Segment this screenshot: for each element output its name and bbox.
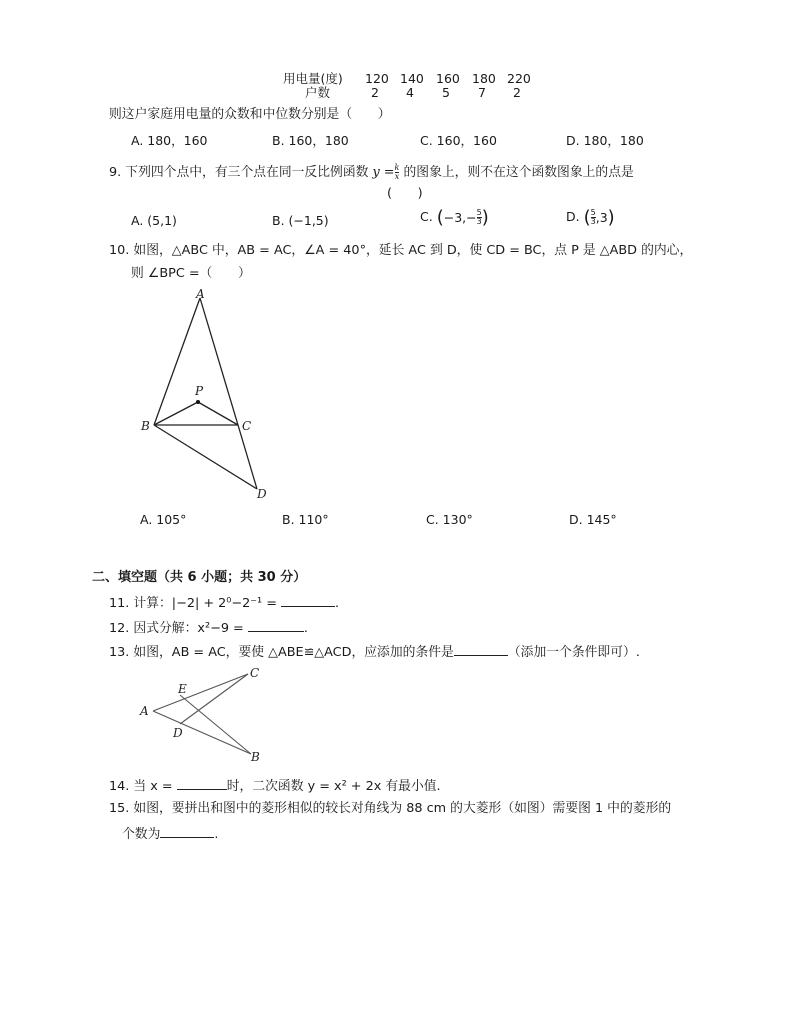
table-cell: 5 xyxy=(442,85,450,100)
q15-text: 个数为 xyxy=(122,827,161,842)
table-cell: 2 xyxy=(513,85,521,100)
answer-blank[interactable] xyxy=(281,596,335,607)
section-title: 二、填空题（共 6 小题；共 30 分） xyxy=(92,570,307,585)
label-B: B xyxy=(141,419,150,433)
q13-text-end: （添加一个条件即可）. xyxy=(507,645,640,660)
label-A: A xyxy=(196,287,205,301)
table-cell: 180 xyxy=(472,71,496,86)
q15-period: . xyxy=(214,827,219,842)
q11-text: 11. 计算：|−2| + 2⁰−2⁻¹ = xyxy=(109,596,277,611)
q8-option-a: A. 180，160 xyxy=(131,133,208,148)
fraction-numerator: 5 xyxy=(476,208,482,217)
label-E: E xyxy=(178,682,187,696)
table-cell: 160 xyxy=(436,71,460,86)
table-cell: 2 xyxy=(371,85,379,100)
q9-func-y: y = xyxy=(372,165,395,180)
q14 xyxy=(109,779,441,794)
label-D: D xyxy=(173,726,183,740)
q8-stem: 则这户家庭用电量的众数和中位数分别是（ ） xyxy=(109,107,391,122)
table-header-households: 户数 xyxy=(305,85,331,100)
label-B: B xyxy=(251,750,260,764)
fraction-denominator: 3 xyxy=(590,217,596,226)
fraction-numerator: 5 xyxy=(590,208,596,217)
q14-text: 14. 当 x = xyxy=(109,779,173,794)
answer-blank[interactable] xyxy=(248,621,304,632)
q10-option-b: B. 110° xyxy=(282,512,329,527)
q9-option-c: C. (−3,− $\frac{5}{3}$ ) xyxy=(420,207,489,228)
q9-stem xyxy=(109,164,634,181)
q13-text: 13. 如图，AB = AC，要使 △ABE≌△ACD，应添加的条件是 xyxy=(109,645,454,660)
option-value: −3,− xyxy=(443,210,477,225)
q15-line1: 15. 如图，要拼出和图中的菱形相似的较长对角线为 88 cm 的大菱形（如图）需要图 1 中的菱形的 xyxy=(109,801,672,816)
q10-option-a: A. 105° xyxy=(140,512,187,527)
q12 xyxy=(109,621,308,636)
q9-func-fraction xyxy=(395,164,400,181)
q9-option-b: B. (−1,5) xyxy=(272,213,329,228)
table-cell: 220 xyxy=(507,71,531,86)
fraction-denominator: 3 xyxy=(476,217,482,226)
q9-stem-part-a: 9. 下列四个点中，有三个点在同一反比例函数 xyxy=(109,165,369,180)
q10-triangle-figure xyxy=(138,284,274,502)
q8-option-d: D. 180，180 xyxy=(566,133,644,148)
q12-period: . xyxy=(303,621,308,636)
q9-stem-part-b: 的图象上，则不在这个函数图象上的点是 xyxy=(403,165,634,180)
table-cell: 7 xyxy=(478,85,486,100)
option-letter: D. xyxy=(566,209,580,224)
q8-option-c: C. 160，160 xyxy=(420,133,497,148)
table-cell: 120 xyxy=(365,71,389,86)
option-value: ,3 xyxy=(595,210,608,225)
q9-option-a: A. (5,1) xyxy=(131,213,177,228)
table-cell: 4 xyxy=(406,85,414,100)
fraction-numerator: k xyxy=(394,163,400,172)
q10-option-c: C. 130° xyxy=(426,512,473,527)
table-header-usage: 用电量(度) xyxy=(283,71,343,86)
q12-text: 12. 因式分解：x²−9 = xyxy=(109,621,244,636)
fraction-denominator: x xyxy=(394,172,400,181)
q13-figure xyxy=(138,664,270,764)
q9-option-d: D. ( $\frac{5}{3}$ ,3) xyxy=(566,207,615,228)
answer-blank[interactable] xyxy=(454,645,508,656)
q8-option-b: B. 160，180 xyxy=(272,133,349,148)
label-C: C xyxy=(250,666,260,680)
q9-answer-paren: ( ) xyxy=(387,186,423,201)
q11-period: . xyxy=(335,596,340,611)
q10-stem-line2: 则 ∠BPC =（ ） xyxy=(131,266,251,281)
label-C: C xyxy=(242,419,252,433)
option-letter: C. xyxy=(420,209,433,224)
answer-blank[interactable] xyxy=(177,779,227,790)
table-cell: 140 xyxy=(400,71,424,86)
label-A: A xyxy=(140,704,149,718)
q11 xyxy=(109,596,339,611)
label-P: P xyxy=(195,384,204,398)
label-D: D xyxy=(257,487,267,501)
q14-text-end: 时，二次函数 y = x² + 2x 有最小值. xyxy=(226,779,441,794)
q13 xyxy=(109,645,640,660)
answer-blank[interactable] xyxy=(160,827,214,838)
q15-line2 xyxy=(122,827,218,842)
q10-stem-line1: 10. 如图，△ABC 中，AB = AC，∠A = 40°，延长 AC 到 D，使 CD = BC，点 P 是 △ABD 的内心， xyxy=(109,243,693,258)
q10-option-d: D. 145° xyxy=(569,512,617,527)
